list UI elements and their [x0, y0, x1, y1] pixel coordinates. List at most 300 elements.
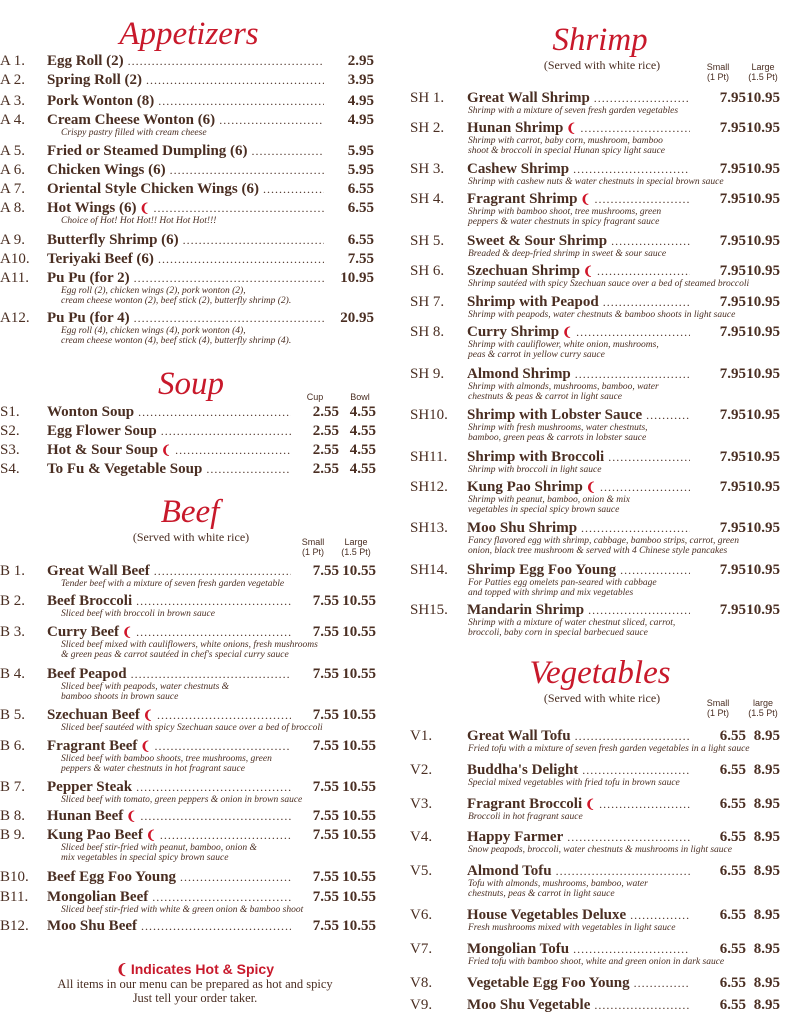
item-price-large: 8.95	[753, 796, 780, 812]
item-code: SH 7.	[410, 294, 445, 310]
item-description	[0, 843, 388, 863]
item-description	[410, 879, 800, 899]
item-price-small: 7.95	[719, 90, 746, 106]
item-code: B 5.	[0, 707, 26, 723]
menu-item	[0, 53, 388, 69]
chili-pepper-icon: ❨	[142, 708, 153, 722]
item-price-small: 2.55	[312, 404, 339, 420]
menu-item-row	[410, 366, 800, 382]
dot-leader	[128, 53, 324, 69]
item-price-small: 2.55	[312, 461, 339, 477]
item-price: 10.95	[340, 270, 374, 286]
dot-leader	[608, 449, 690, 465]
item-code: V8.	[410, 975, 433, 991]
dot-leader	[582, 762, 690, 778]
item-code: B 3.	[0, 624, 26, 640]
item-price-large: 10.55	[342, 889, 376, 905]
menu-item-row	[410, 233, 800, 249]
item-description	[410, 382, 800, 402]
menu-item-row	[0, 162, 388, 178]
menu-item	[410, 233, 800, 259]
item-name: Kung Pao Shrimp	[467, 479, 583, 495]
beef-subtitle: (Served with white rice)	[132, 530, 250, 544]
menu-item	[0, 889, 388, 915]
item-code: V7.	[410, 941, 433, 957]
item-price-large: 8.95	[753, 941, 780, 957]
item-description	[410, 845, 800, 855]
menu-item	[0, 666, 388, 702]
item-description-line: Tofu with almonds, mushrooms, bamboo, water	[468, 879, 648, 889]
menu-item	[410, 449, 800, 475]
dot-leader	[599, 796, 690, 812]
dot-leader	[158, 251, 324, 267]
menu-item	[0, 869, 388, 885]
item-price-small: 7.55	[312, 889, 339, 905]
item-code: A 8.	[0, 200, 26, 216]
item-name: Moo Shu Shrimp	[467, 520, 578, 536]
dot-leader	[146, 72, 324, 88]
menu-item-row	[410, 728, 800, 744]
item-price-large: 10.95	[746, 479, 780, 495]
menu-item	[410, 520, 800, 556]
item-description	[410, 310, 800, 320]
item-price-small: 7.95	[719, 449, 746, 465]
item-description	[0, 609, 388, 619]
item-price-large: 10.95	[746, 90, 780, 106]
item-description-line: Fried tofu with bamboo shoot, white and green onion in dark sauce	[468, 957, 725, 967]
item-price-large: 10.95	[746, 120, 780, 136]
dot-leader	[131, 666, 291, 682]
item-name: House Vegetables Deluxe	[467, 907, 627, 923]
item-price: 3.95	[347, 72, 374, 88]
menu-item	[0, 251, 388, 267]
dot-leader	[157, 707, 291, 723]
item-price-large: 10.95	[746, 233, 780, 249]
menu-item	[410, 366, 800, 402]
item-price-large: 4.55	[349, 404, 376, 420]
item-price-small: 6.55	[719, 863, 746, 879]
item-code: SH 4.	[410, 191, 445, 207]
menu-item	[0, 143, 388, 159]
item-price-small: 2.55	[312, 442, 339, 458]
item-description-line: Egg roll (4), chicken wings (4), pork wonton (4),	[61, 326, 246, 336]
menu-item-row	[410, 120, 800, 136]
item-price-large: 10.55	[342, 808, 376, 824]
soup-cup-header: Cup	[306, 392, 324, 402]
item-code: S1.	[0, 404, 20, 420]
item-description	[410, 106, 800, 116]
item-name: Shrimp with Broccoli	[467, 449, 605, 465]
menu-item-row	[410, 796, 800, 812]
item-price-large: 10.95	[746, 263, 780, 279]
item-price-small: 7.55	[312, 707, 339, 723]
item-name: Cream Cheese Wonton (6)	[47, 112, 216, 128]
item-price: 2.95	[347, 53, 374, 69]
menu-item	[410, 90, 800, 116]
item-price-small: 6.55	[719, 941, 746, 957]
item-name: Teriyaki Beef (6)	[47, 251, 154, 267]
menu-item-row	[410, 90, 800, 106]
item-description-line: broccoli, baby corn in special barbecued sauce	[468, 628, 648, 638]
item-price-large: 8.95	[753, 997, 780, 1013]
item-code: SH 1.	[410, 90, 445, 106]
item-code: SH 2.	[410, 120, 445, 136]
item-description-line: Sliced beef with broccoli in brown sauce	[61, 609, 215, 619]
dot-leader	[573, 941, 690, 957]
menu-item	[410, 863, 800, 899]
item-price-large: 10.55	[342, 563, 376, 579]
chili-pepper-icon: ❨	[585, 797, 596, 811]
item-price: 4.95	[347, 93, 374, 109]
item-price-large: 10.55	[342, 738, 376, 754]
menu-item-row	[410, 975, 800, 991]
dot-leader	[575, 366, 690, 382]
menu-item	[410, 263, 800, 289]
item-price-small: 7.95	[719, 562, 746, 578]
dot-leader	[219, 112, 324, 128]
menu-item-row	[0, 72, 388, 88]
item-price-small: 7.95	[719, 520, 746, 536]
item-description-line: & green peas & carrot sautéed in chef's special curry sauce	[61, 650, 289, 660]
item-description	[410, 177, 800, 187]
item-name: Beef Broccoli	[47, 593, 133, 609]
item-price-small: 7.55	[312, 593, 339, 609]
item-description	[410, 423, 800, 443]
item-code: B12.	[0, 918, 29, 934]
item-description	[0, 905, 388, 915]
item-name: Vegetable Egg Foo Young	[467, 975, 630, 991]
item-price-large: 10.95	[746, 520, 780, 536]
item-price-small: 7.95	[719, 191, 746, 207]
menu-item-row	[0, 461, 388, 477]
item-price-small: 7.95	[719, 324, 746, 340]
item-price-small: 7.95	[719, 161, 746, 177]
item-name: Shrimp Egg Foo Young	[467, 562, 617, 578]
item-code: SH10.	[410, 407, 448, 423]
item-code: SH 3.	[410, 161, 445, 177]
item-name: Mandarin Shrimp	[467, 602, 585, 618]
item-name: Sweet & Sour Shrimp	[467, 233, 608, 249]
item-code: SH11.	[410, 449, 448, 465]
item-description	[0, 128, 388, 138]
item-name: Butterfly Shrimp (6)	[47, 232, 179, 248]
item-code: A 7.	[0, 181, 26, 197]
menu-item-row	[410, 941, 800, 957]
item-description-line: onion, black tree mushroom & served with 4 Chinese style pancakes	[468, 546, 728, 556]
item-name: Egg Roll (2)	[47, 53, 124, 69]
item-code: B10.	[0, 869, 29, 885]
menu-item-row	[0, 918, 388, 934]
item-code: B 9.	[0, 827, 26, 843]
menu-item-row	[410, 602, 800, 618]
item-name: Fragrant Broccoli	[467, 796, 583, 812]
item-name: Pu Pu (for 4)	[47, 310, 130, 326]
item-name: Kung Pao Beef	[47, 827, 143, 843]
menu-item	[410, 294, 800, 320]
dot-leader	[141, 918, 291, 934]
item-price-large: 10.95	[746, 449, 780, 465]
menu-item	[0, 779, 388, 805]
item-name: Mongolian Tofu	[467, 941, 570, 957]
menu-item-row	[0, 251, 388, 267]
item-description-line: and topped with shrimp and mix vegetables	[468, 588, 634, 598]
menu-item-row	[0, 93, 388, 109]
item-price-large: 10.55	[342, 707, 376, 723]
item-price: 4.95	[347, 112, 374, 128]
item-name: Curry Shrimp	[467, 324, 560, 340]
item-code: S2.	[0, 423, 20, 439]
section-title-shrimp: Shrimp	[552, 22, 648, 58]
item-code: V6.	[410, 907, 433, 923]
item-price-small: 7.95	[719, 263, 746, 279]
item-description-line: Snow peapods, broccoli, water chestnuts & mushrooms in light sauce	[468, 845, 732, 855]
item-price-small: 6.55	[719, 796, 746, 812]
menu-item	[0, 181, 388, 197]
item-description-line: Shrimp with fresh mushrooms, water chestnuts,	[468, 423, 648, 433]
item-name: Fragrant Beef	[47, 738, 138, 754]
menu-item-row	[0, 593, 388, 609]
item-price: 20.95	[340, 310, 374, 326]
item-code: SH 6.	[410, 263, 445, 279]
item-description-line: Sliced beef with bamboo shoots, tree mushrooms, green	[61, 754, 272, 764]
dot-leader	[161, 423, 291, 439]
dot-leader	[611, 233, 690, 249]
item-description-line: Shrimp with bamboo shoot, tree mushrooms, green	[468, 207, 662, 217]
item-price-small: 7.55	[312, 738, 339, 754]
item-price-small: 7.55	[312, 624, 339, 640]
dot-leader	[576, 324, 690, 340]
item-name: Szechuan Shrimp	[467, 263, 580, 279]
item-price-large: 4.55	[349, 442, 376, 458]
menu-item-row	[0, 310, 388, 326]
item-name: Egg Flower Soup	[47, 423, 157, 439]
dot-leader	[206, 461, 291, 477]
section-title-appetizers: Appetizers	[119, 16, 259, 52]
item-name: Happy Farmer	[467, 829, 564, 845]
item-name: Hot Wings (6)	[47, 200, 137, 216]
item-code: A 9.	[0, 232, 26, 248]
menu-item-row	[410, 829, 800, 845]
menu-item	[0, 827, 388, 863]
item-price-large: 10.95	[746, 161, 780, 177]
item-price: 5.95	[347, 162, 374, 178]
item-price-small: 7.95	[719, 233, 746, 249]
dot-leader	[575, 728, 690, 744]
dot-leader	[573, 161, 690, 177]
item-price-large: 4.55	[349, 461, 376, 477]
item-name: Wonton Soup	[47, 404, 135, 420]
item-description-line: Fresh mushrooms mixed with vegetables in light sauce	[468, 923, 676, 933]
menu-item-row	[410, 407, 800, 423]
menu-item	[0, 200, 388, 226]
item-price-small: 2.55	[312, 423, 339, 439]
item-description-line: Broccoli in hot fragrant sauce	[468, 812, 583, 822]
menu-item-row	[0, 423, 388, 439]
item-description	[410, 136, 800, 156]
item-description-line: Egg roll (2), chicken wings (2), pork wonton (2),	[61, 286, 246, 296]
item-description-line: Shrimp sautéed with spicy Szechuan sauce over a bed of steamed broccoli	[468, 279, 750, 289]
vegetables-subtitle: (Served with white rice)	[543, 691, 661, 705]
menu-item-row	[0, 869, 388, 885]
dot-leader	[594, 90, 690, 106]
item-code: B 6.	[0, 738, 26, 754]
beef-small-header: Small (1 Pt)	[301, 537, 325, 557]
item-code: SH 8.	[410, 324, 445, 340]
item-description	[410, 812, 800, 822]
menu-item-row	[0, 181, 388, 197]
dot-leader	[183, 232, 324, 248]
menu-item	[410, 602, 800, 638]
item-description	[410, 578, 800, 598]
item-description-line: Sliced beef with peapods, water chestnuts &	[61, 682, 230, 692]
chili-pepper-icon: ❨	[145, 828, 156, 842]
item-name: Pork Wonton (8)	[47, 93, 155, 109]
item-description	[410, 536, 800, 556]
item-name: Hunan Beef	[47, 808, 124, 824]
item-price-small: 6.55	[719, 907, 746, 923]
item-code: V2.	[410, 762, 433, 778]
item-price-large: 10.95	[746, 407, 780, 423]
item-description-line: Shrimp with a mixture of water chestnut sliced, carrot,	[468, 618, 676, 628]
item-code: A10.	[0, 251, 30, 267]
item-description	[410, 465, 800, 475]
dot-leader	[136, 593, 291, 609]
item-price-small: 7.55	[312, 918, 339, 934]
item-name: Great Wall Tofu	[467, 728, 571, 744]
item-price-large: 10.95	[746, 191, 780, 207]
dot-leader	[136, 779, 291, 795]
menu-item	[0, 624, 388, 660]
menu-item-row	[0, 53, 388, 69]
menu-item	[410, 997, 800, 1013]
item-price-small: 6.55	[719, 762, 746, 778]
item-price-large: 8.95	[753, 728, 780, 744]
menu-item-row	[0, 808, 388, 824]
item-description-line: mix vegetables in special spicy brown sauce	[61, 853, 229, 863]
item-description-line: Sliced beef stir-fried with peanut, bamboo, onion &	[61, 843, 257, 853]
dot-leader	[158, 93, 324, 109]
shrimp-large-header: Large (1.5 Pt)	[748, 62, 778, 82]
item-price-large: 10.55	[342, 779, 376, 795]
dot-leader	[594, 997, 690, 1013]
item-code: A 3.	[0, 93, 26, 109]
menu-item	[0, 270, 388, 306]
dot-leader	[154, 563, 291, 579]
dot-leader	[567, 829, 690, 845]
menu-item	[0, 442, 388, 458]
item-price-small: 7.55	[312, 827, 339, 843]
item-description-line: Shrimp with peapods, water chestnuts & bamboo shoots in light sauce	[468, 310, 736, 320]
soup-bowl-header: Bowl	[350, 392, 370, 402]
menu-item	[410, 479, 800, 515]
item-price-large: 10.55	[342, 918, 376, 934]
item-description	[410, 618, 800, 638]
menu-item	[410, 907, 800, 933]
menu-item-row	[410, 191, 800, 207]
menu-item	[410, 324, 800, 360]
chili-pepper-icon: ❨	[115, 961, 128, 977]
item-description	[410, 279, 800, 289]
item-description-line: shoot & broccoli in special Hunan spicy light sauce	[468, 146, 666, 156]
item-code: SH 9.	[410, 366, 445, 382]
item-price-large: 10.95	[746, 602, 780, 618]
item-price-large: 10.55	[342, 827, 376, 843]
menu-item	[0, 593, 388, 619]
item-description-line: Sliced beef mixed with cauliflowers, white onions, fresh mushrooms	[61, 640, 318, 650]
item-price: 7.55	[347, 251, 374, 267]
dot-leader	[175, 442, 291, 458]
item-name: Fragrant Shrimp	[467, 191, 578, 207]
item-description-line: Shrimp with a mixture of seven fresh garden vegetables	[468, 106, 679, 116]
menu-item	[410, 407, 800, 443]
menu-item	[0, 423, 388, 439]
item-description-line: bamboo, green peas & carrots in lobster sauce	[468, 433, 647, 443]
item-description-line: chestnuts & peas & carrot in light sauce	[468, 392, 623, 402]
item-description-line: Shrimp with peanut, bamboo, onion & mix	[468, 495, 631, 505]
item-code: V1.	[410, 728, 433, 744]
menu-item	[410, 941, 800, 967]
item-description-line: cream cheese wonton (2), beef stick (2), butterfly shrimp (2).	[61, 296, 292, 306]
item-description	[0, 326, 388, 346]
item-name: Shrimp with Lobster Sauce	[467, 407, 643, 423]
menu-item-row	[0, 270, 388, 286]
item-code: B 7.	[0, 779, 26, 795]
item-name: Oriental Style Chicken Wings (6)	[47, 181, 259, 197]
item-code: A 6.	[0, 162, 26, 178]
section-title-soup: Soup	[158, 366, 224, 402]
item-price: 6.55	[347, 181, 374, 197]
item-price-small: 7.95	[719, 294, 746, 310]
menu-item-row	[410, 479, 800, 495]
item-price-small: 6.55	[719, 829, 746, 845]
item-description-line: Sliced beef sautéed with spicy Szechuan sauce over a bed of broccoli	[61, 723, 323, 733]
legend-line-2: Just tell your order taker.	[132, 991, 258, 1005]
item-code: A 2.	[0, 72, 26, 88]
chili-pepper-icon: ❨	[140, 739, 151, 753]
item-code: A 4.	[0, 112, 26, 128]
item-name: Spring Roll (2)	[47, 72, 143, 88]
item-price-small: 7.55	[312, 563, 339, 579]
dot-leader	[603, 294, 690, 310]
item-name: Szechuan Beef	[47, 707, 140, 723]
item-code: SH 5.	[410, 233, 445, 249]
item-description-line: Sliced beef stir-fried with white & green onion & bamboo shoot	[61, 905, 304, 915]
dot-leader	[580, 120, 690, 136]
vegetables-small-header: Small (1 Pt)	[706, 698, 730, 718]
menu-item	[0, 918, 388, 934]
item-description	[0, 723, 388, 733]
item-description-line: Choice of Hot! Hot Hot!! Hot Hot Hot!!!	[61, 216, 217, 226]
item-price-large: 8.95	[753, 907, 780, 923]
item-price-large: 10.55	[342, 869, 376, 885]
shrimp-subtitle: (Served with white rice)	[543, 58, 661, 72]
item-price-small: 7.95	[719, 479, 746, 495]
item-description-line: cream cheese wonton (4), beef stick (4), butterfly shrimp (4).	[61, 336, 292, 346]
item-description-line: chestnuts, peas & carrot in light sauce	[468, 889, 615, 899]
dot-leader	[134, 270, 324, 286]
hot-spicy-legend	[0, 962, 390, 1005]
menu-item	[0, 112, 388, 138]
menu-item-row	[410, 324, 800, 340]
menu-item-row	[410, 161, 800, 177]
item-code: B11.	[0, 889, 29, 905]
item-code: B 1.	[0, 563, 26, 579]
dot-leader	[588, 602, 690, 618]
item-name: To Fu & Vegetable Soup	[47, 461, 203, 477]
item-name: Curry Beef	[47, 624, 120, 640]
item-price-large: 10.55	[342, 666, 376, 682]
item-code: SH12.	[410, 479, 448, 495]
